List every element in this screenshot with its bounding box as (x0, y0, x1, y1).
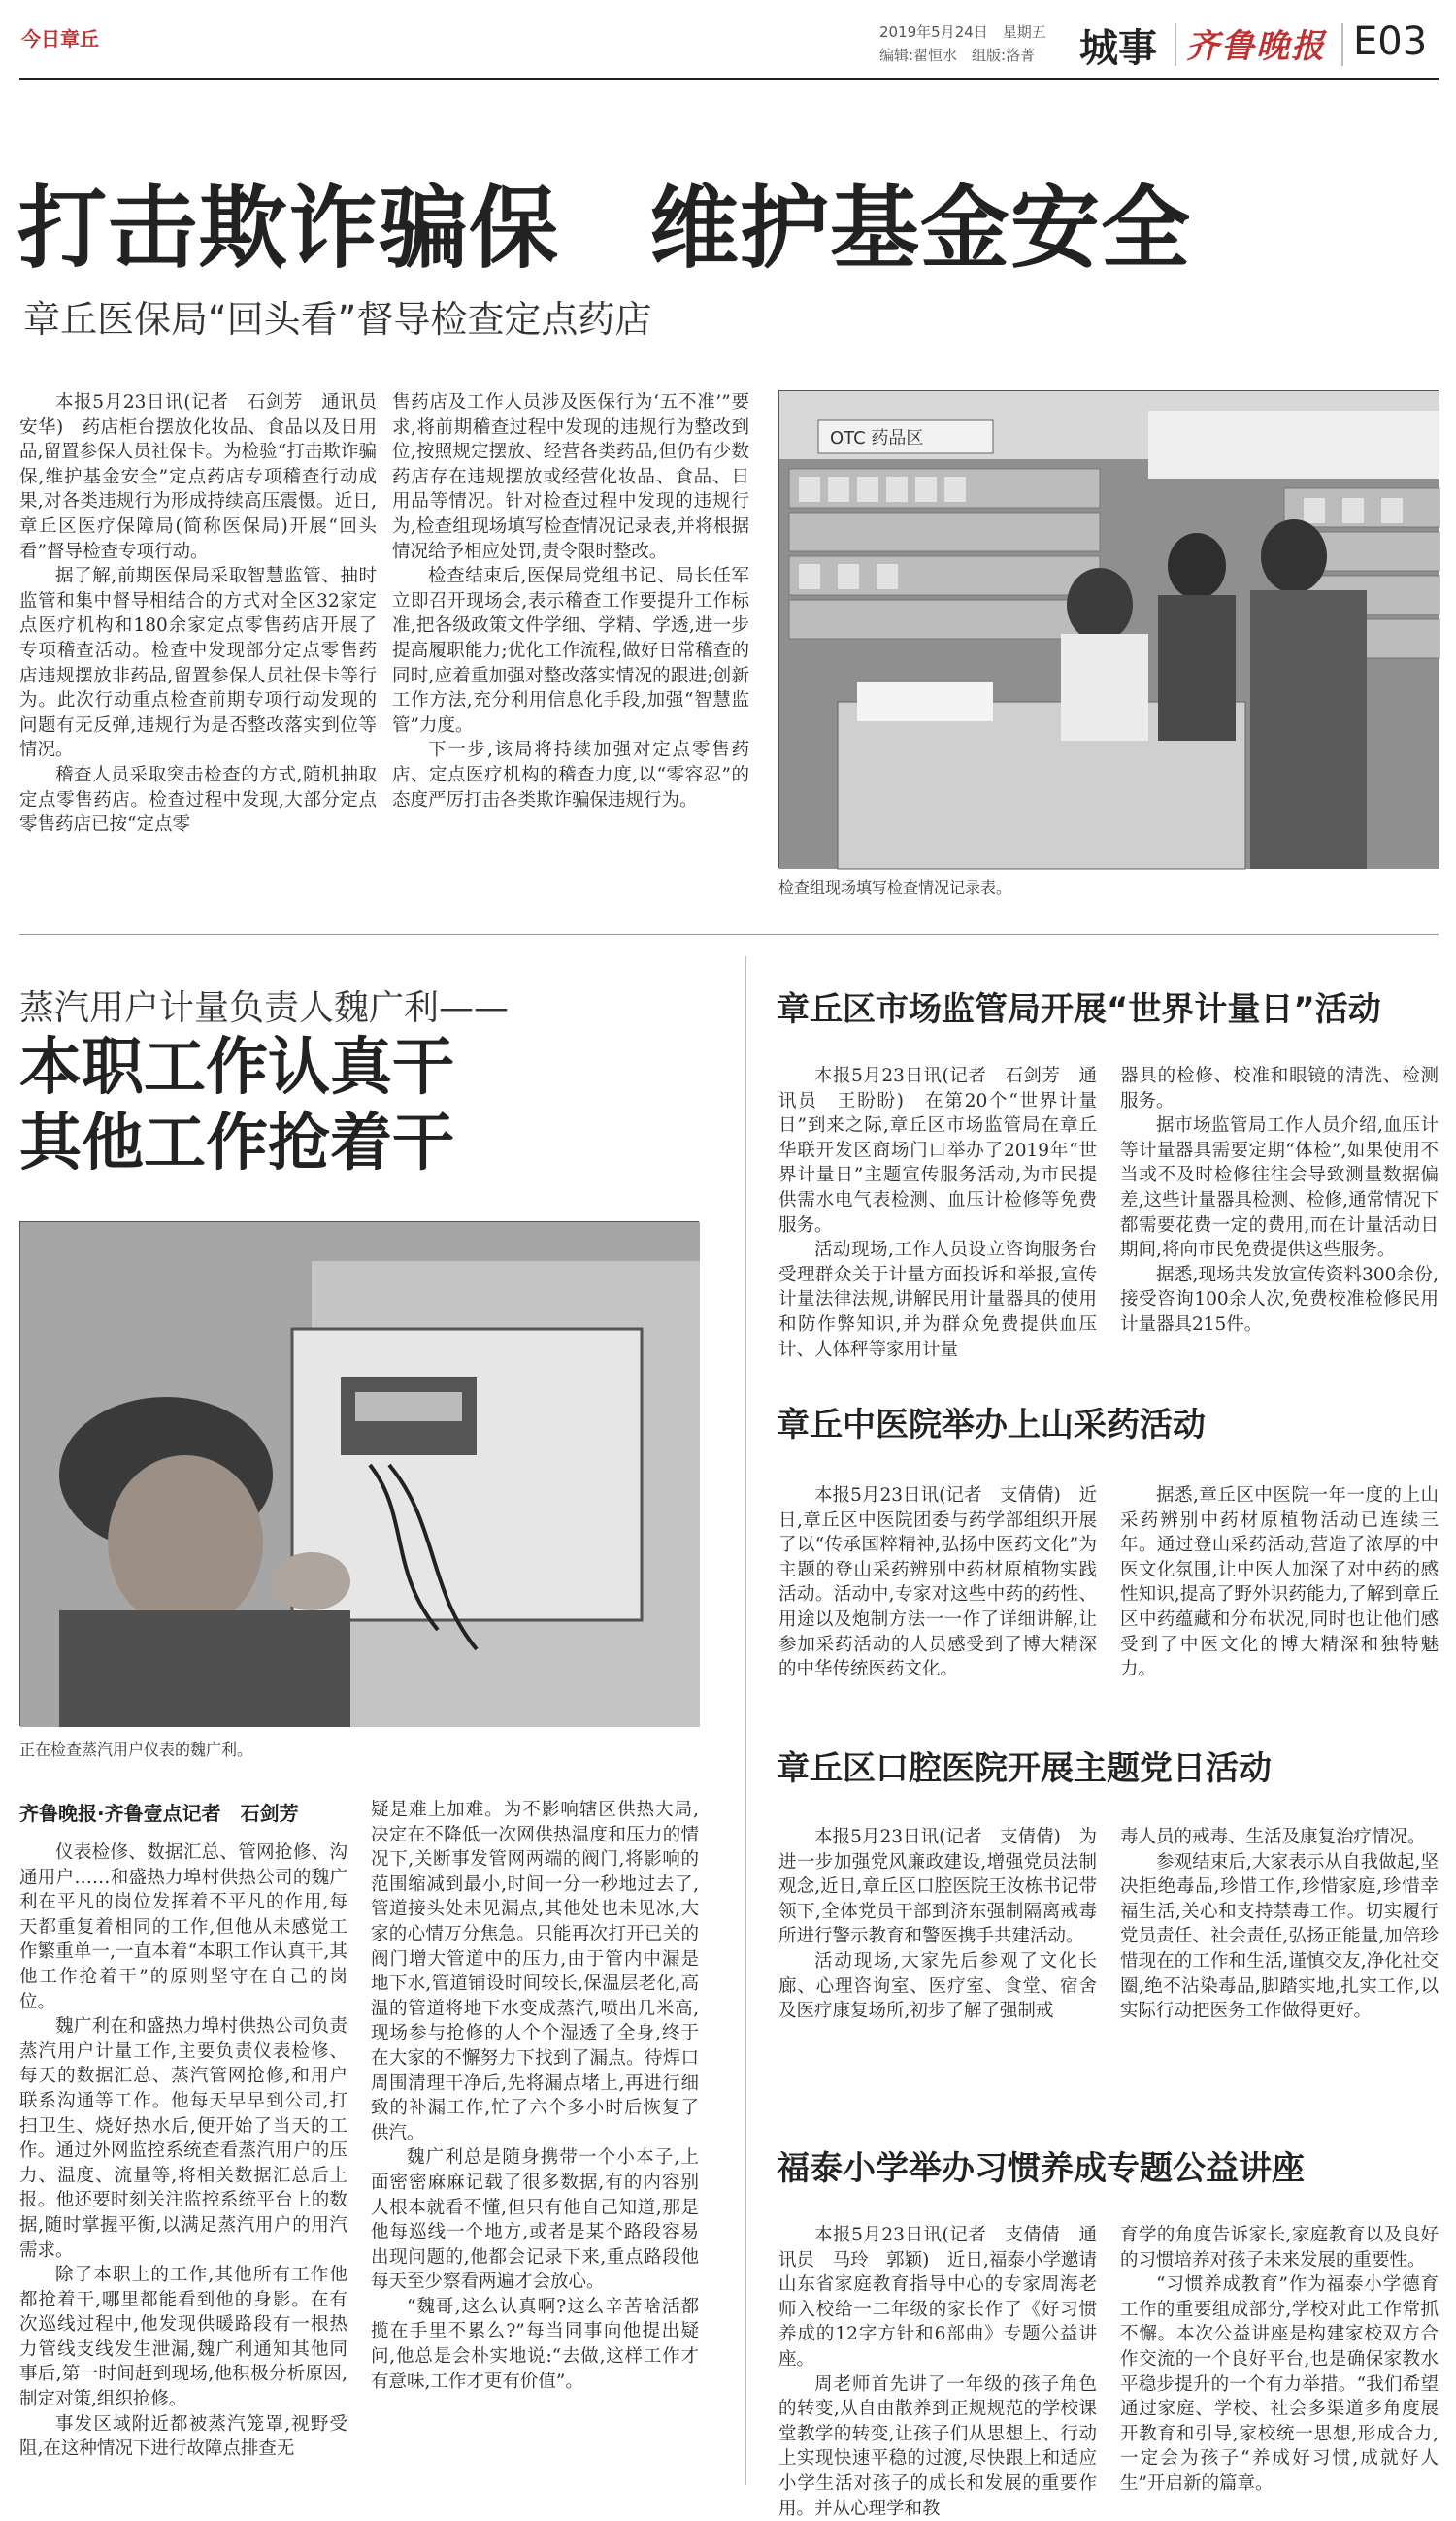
news-paragraph: 本报5月23日讯(记者 支倩倩) 为进一步加强党风廉政建设,增强党员法制观念,近日,章丘区口腔医院王汝栋书记带领下,全体党员干部到济东强制隔离戒毒所进行警示教育和警医携手共建活动。 (778, 1827, 1097, 1947)
pharmacy-inspection-photo (778, 390, 1439, 868)
section-left-label: 今日章丘 (21, 27, 99, 50)
lead-paragraph: 本报5月23日讯(记者 石剑芳 通讯员 安华) 药店柜台摆放化妆品、食品以及日用品,留置参保人员社保卡。为检验“打击欺诈骗保,维护基金安全”定点药店专项稽查行动成果,对各类违规行为形成持续高压震慑。近日,章丘区医疗保障局(简称医保局)开展“回头看”督导检查专项行动。 (19, 392, 395, 562)
news-metrology-column-1 (778, 1064, 1097, 1394)
news-paragraph: 器具的检修、校准和眼镜的清洗、检测服务。 (1120, 1066, 1439, 1111)
header-editors: 编辑:翟恒水 组版:洛菁 (879, 47, 1036, 64)
news-title-dental-party-day: 章丘区口腔医院开展主题党日活动 (777, 1749, 1272, 1788)
feature-column-1 (19, 1841, 347, 2485)
feature-kicker: 蒸汽用户计量负责人魏广利—— (19, 988, 510, 1028)
column-divider (745, 956, 746, 2485)
news-dental-column-2 (1120, 1825, 1439, 2116)
news-paragraph: 活动现场,工作人员设立咨询服务台受理群众关于计量方面投诉和举报,宣传计量法律法规,讲解民用计量器具的使用和防作弊知识,并为群众免费提供血压计、人体秤等家用计量 (778, 1240, 1097, 1360)
news-dental-column-1 (778, 1825, 1097, 2116)
news-paragraph: 参观结束后,大家表示从自我做起,坚决拒绝毒品,珍惜工作,珍惜家庭,珍惜幸福生活,关心和支持禁毒工作。切实履行党员责任、社会责任,弘扬正能量,加倍珍惜现在的工作和生活,谨慎交友,净化社交圈,绝不沾染毒品,脚踏实地,扎实工作,以实际行动把医务工作做得更好。 (1120, 1851, 1439, 2022)
meter-photo-caption: 正在检查蒸汽用户仪表的魏广利。 (19, 1741, 253, 1759)
header-divider-1 (1175, 23, 1176, 66)
lead-title: 打击欺诈骗保 维护基金安全 (17, 177, 1192, 281)
news-title-school-lecture: 福泰小学举办习惯养成专题公益讲座 (777, 2149, 1305, 2188)
feature-paragraph: “魏哥,这么认真啊?这么辛苦啥活都揽在手里不累么?”每当同事向他提出疑问,他总是会朴实地说:“去做,这样工作才有意味,工作才更有价值”。 (371, 2296, 699, 2392)
section-rule-lead (19, 934, 1439, 935)
lead-paragraph: 售药店及工作人员涉及医保行为‘五不准’”要求,将前期稽查过程中发现的违规行为整改到位,按照规定摆放、经营各类药品,但仍有少数药店存在违规摆放或经营化妆品、食品、日用品等情况。针对检查过程中发现的违规行为,检查组现场填写检查情况记录表,并将根据情况给予相应处罚,责令限时整改。 (392, 392, 749, 562)
news-paragraph: 本报5月23日讯(记者 支倩倩 通讯员 马玲 郭颖) 近日,福泰小学邀请山东省家庭教育指导中心的专家周海老师入校给一二年级的家长作了《好习惯养成的12字方针和6部曲》专题公益讲座。 (778, 2225, 1097, 2370)
meter-scene-illustration (20, 1222, 700, 1727)
lead-subtitle: 章丘医保局“回头看”督导检查定点药店 (23, 298, 652, 341)
news-paragraph: 活动现场,大家先后参观了文化长廊、心理咨询室、医疗室、食堂、宿舍及医疗康复场所,初步了解了强制戒 (778, 1950, 1097, 2022)
news-title-metrology: 章丘区市场监管局开展“世界计量日”活动 (777, 990, 1381, 1029)
news-paragraph: “习惯养成教育”作为福泰小学德育工作的重要组成部分,学校对此工作常抓不懈。本次公益讲座是构建家校双方合作交流的一个良好平台,也是确保家教水平稳步提升的一个有力举措。“我们希望通过家庭、学校、社会多渠道多角度展开教育和引导,家校统一思想,形成合力,一定会为孩子“养成好习惯,成就好人生”开启新的篇章。 (1120, 2274, 1439, 2494)
news-title-herb-collecting: 章丘中医院举办上山采药活动 (777, 1406, 1206, 1444)
feature-title-line-2: 其他工作抢着干 (19, 1108, 454, 1179)
feature-paragraph: 事发区域附近都被蒸汽笼罩,视野受阻,在这种情况下进行故障点排查无 (19, 2413, 347, 2460)
feature-paragraph: 魏广利总是随身携带一个小本子,上面密密麻麻记载了很多数据,有的内容别人根本就看不懂,但只有他自己知道,那是他每巡线一个地方,或者是某个路段容易出现问题的,他都会记录下来,重点路段他每天至少察看两遍才会放心。 (371, 2147, 699, 2293)
news-herb-column-2 (1120, 1483, 1439, 1716)
header-date: 2019年5月24日 星期五 (879, 23, 1046, 41)
feature-paragraph: 疑是难上加难。为不影响辖区供热大局,决定在不降低一次网供热温度和压力的情况下,关断事发管网两端的阀门,将影响的范围缩减到最小,时间一分一秒地过去了,管道接头处未见漏点,其他处也未见冰,大家的心情万分焦急。只能再次打开已关的阀门增大管道中的压力,由于管内中漏是地下水,管道铺设时间较长,保温层老化,高温的管道将地下水变成蒸汽,喷出几米高,现场参与抢修的人个个湿透了全身,终于在大家的不懈努力下找到了漏点。待焊口周围清理干净后,先将漏点堵上,再进行细致的补漏工作,忙了六个多小时后恢复了供汽。 (371, 1800, 699, 2143)
news-paragraph: 育学的角度告诉家长,家庭教育以及良好的习惯培养对孩子未来发展的重要性。 (1120, 2225, 1439, 2271)
news-paragraph: 据悉,现场共发放宣传资料300余份,接受咨询100余人次,免费校准检修民用计量器具215件。 (1120, 1264, 1439, 1335)
feature-paragraph: 除了本职上的工作,其他所有工作他都抢着干,哪里都能看到他的身影。在有次巡线过程中,他发现供暖路段有一根热力管线支线发生泄漏,魏广利通知其他同事后,第一时间赶到现场,他积极分析原因,制定对策,组织抢修。 (19, 2265, 347, 2410)
news-paragraph: 周老师首先讲了一年级的孩子角色的转变,从自由散养到正规规范的学校课堂教学的转变,让孩子们从思想上、行动上实现快速平稳的过渡,尽快跟上和适应小学生活对孩子的成长和发展的重要作用。并从心理学和教 (778, 2373, 1097, 2519)
news-metrology-column-2 (1120, 1064, 1439, 1394)
section-name: 城事 (1079, 26, 1157, 71)
lead-column-1 (19, 390, 395, 895)
feature-paragraph: 仪表检修、数据汇总、管网抢修、沟通用户……和盛热力埠村供热公司的魏广利在平凡的岗位发挥着不平凡的作用,每天都重复着相同的工作,但他从未感觉工作繁重单一,一直本着“本职工作认真干,其他工作抢着干”的原则坚守在自己的岗位。 (19, 1842, 347, 2012)
page-number: E03 (1353, 19, 1428, 64)
lead-paragraph: 稽查人员采取突击检查的方式,随机抽取定点零售药店。检查过程中发现,大部分定点零售药店已按“定点零 (19, 764, 377, 836)
lead-paragraph: 下一步,该局将持续加强对定点零售药店、定点医疗机构的稽查力度,以“零容忍”的态度严厉打击各类欺诈骗保违规行为。 (392, 740, 749, 811)
lead-paragraph: 据了解,前期医保局采取智慧监管、抽时监管和集中督导相结合的方式对全区32家定点医疗机构和180余家定点零售药店开展了专项稽查活动。检查中发现部分定点零售药店违规摆放非药品,留置参保人员社保卡等行为。此次行动重点检查前期专项行动发现的问题有无反弹,违规行为是否整改落实到位等情况。 (19, 566, 377, 761)
header-divider-2 (1341, 23, 1343, 66)
news-herb-column-1 (778, 1483, 1097, 1716)
pharmacy-scene-illustration (779, 391, 1439, 869)
news-paragraph: 本报5月23日讯(记者 石剑芳 通讯员 王盼盼) 在第20个“世界计量日”到来之际,章丘区市场监管局在章丘华联开发区商场门口举办了2019年“世界计量日”主题宣传服务活动,为市民提供需水电气表检测、血压计检修等免费服务。 (778, 1066, 1097, 1236)
feature-byline: 齐鲁晚报·齐鲁壹点记者 石剑芳 (19, 1802, 299, 1825)
pharmacy-sign-text: OTC 药品区 (830, 428, 924, 448)
header-rule (19, 78, 1439, 80)
news-paragraph: 毒人员的戒毒、生活及康复治疗情况。 (1120, 1827, 1426, 1847)
steam-meter-worker-photo (19, 1221, 699, 1726)
feature-title-line-1: 本职工作认真干 (19, 1032, 454, 1104)
lead-column-2 (392, 390, 749, 895)
news-paragraph: 据市场监管局工作人员介绍,血压计等计量器具需要定期“体检”,如果使用不当或不及时检修往往会导致测量数据偏差,这些计量器具检测、检修,通常情况下都需要花费一定的费用,而在计量活动日期间,将向市民免费提供这些服务。 (1120, 1115, 1439, 1261)
feature-column-2 (371, 1798, 699, 2485)
news-paragraph: 本报5月23日讯(记者 支倩倩) 近日,章丘区中医院团委与药学部组织开展了以“传承国粹精神,弘扬中医药文化”为主题的登山采药辨别中药材原植物实践活动。活动中,专家对这些中药的药性、用途以及炮制方法一一作了详细讲解,让参加采药活动的人员感受到了博大精深的中华传统医药文化。 (778, 1485, 1097, 1680)
news-paragraph: 据悉,章丘区中医院一年一度的上山采药辨别中药材原植物活动已连续三年。通过登山采药活动,营造了浓厚的中医文化氛围,让中医人加深了对中药的感性知识,提高了野外识药能力,了解到章丘区中药蕴藏和分布状况,同时也让他们感受到了中医文化的博大精深和独特魅力。 (1120, 1485, 1439, 1680)
lead-paragraph: 检查结束后,医保局党组书记、局长任军立即召开现场会,表示稽查工作要提升工作标准,把各级政策文件学细、学精、学透,进一步提高履职能力;优化工作流程,做好日常稽查的同时,应着重加强对整改落实情况的跟进;创新工作方法,充分利用信息化手段,加强“智慧监管”力度。 (392, 566, 749, 736)
news-school-column-2 (1120, 2223, 1439, 2494)
news-school-column-1 (778, 2223, 1097, 2519)
pharmacy-photo-caption: 检查组现场填写检查情况记录表。 (778, 879, 1012, 897)
paper-logo: 齐鲁晚报 (1186, 27, 1326, 66)
feature-paragraph: 魏广利在和盛热力埠村供热公司负责蒸汽用户计量工作,主要负责仪表检修、每天的数据汇总、蒸汽管网抢修,和用户联系沟通等工作。他每天早早到公司,打扫卫生、烧好热水后,便开始了当天的工作。通过外网监控系统查看蒸汽用户的压力、温度、流量等,将相关数据汇总后上报。他还要时刻关注监控系统平台上的数据,随时掌握平衡,以满足蒸汽用户的用汽需求。 (19, 2016, 347, 2261)
